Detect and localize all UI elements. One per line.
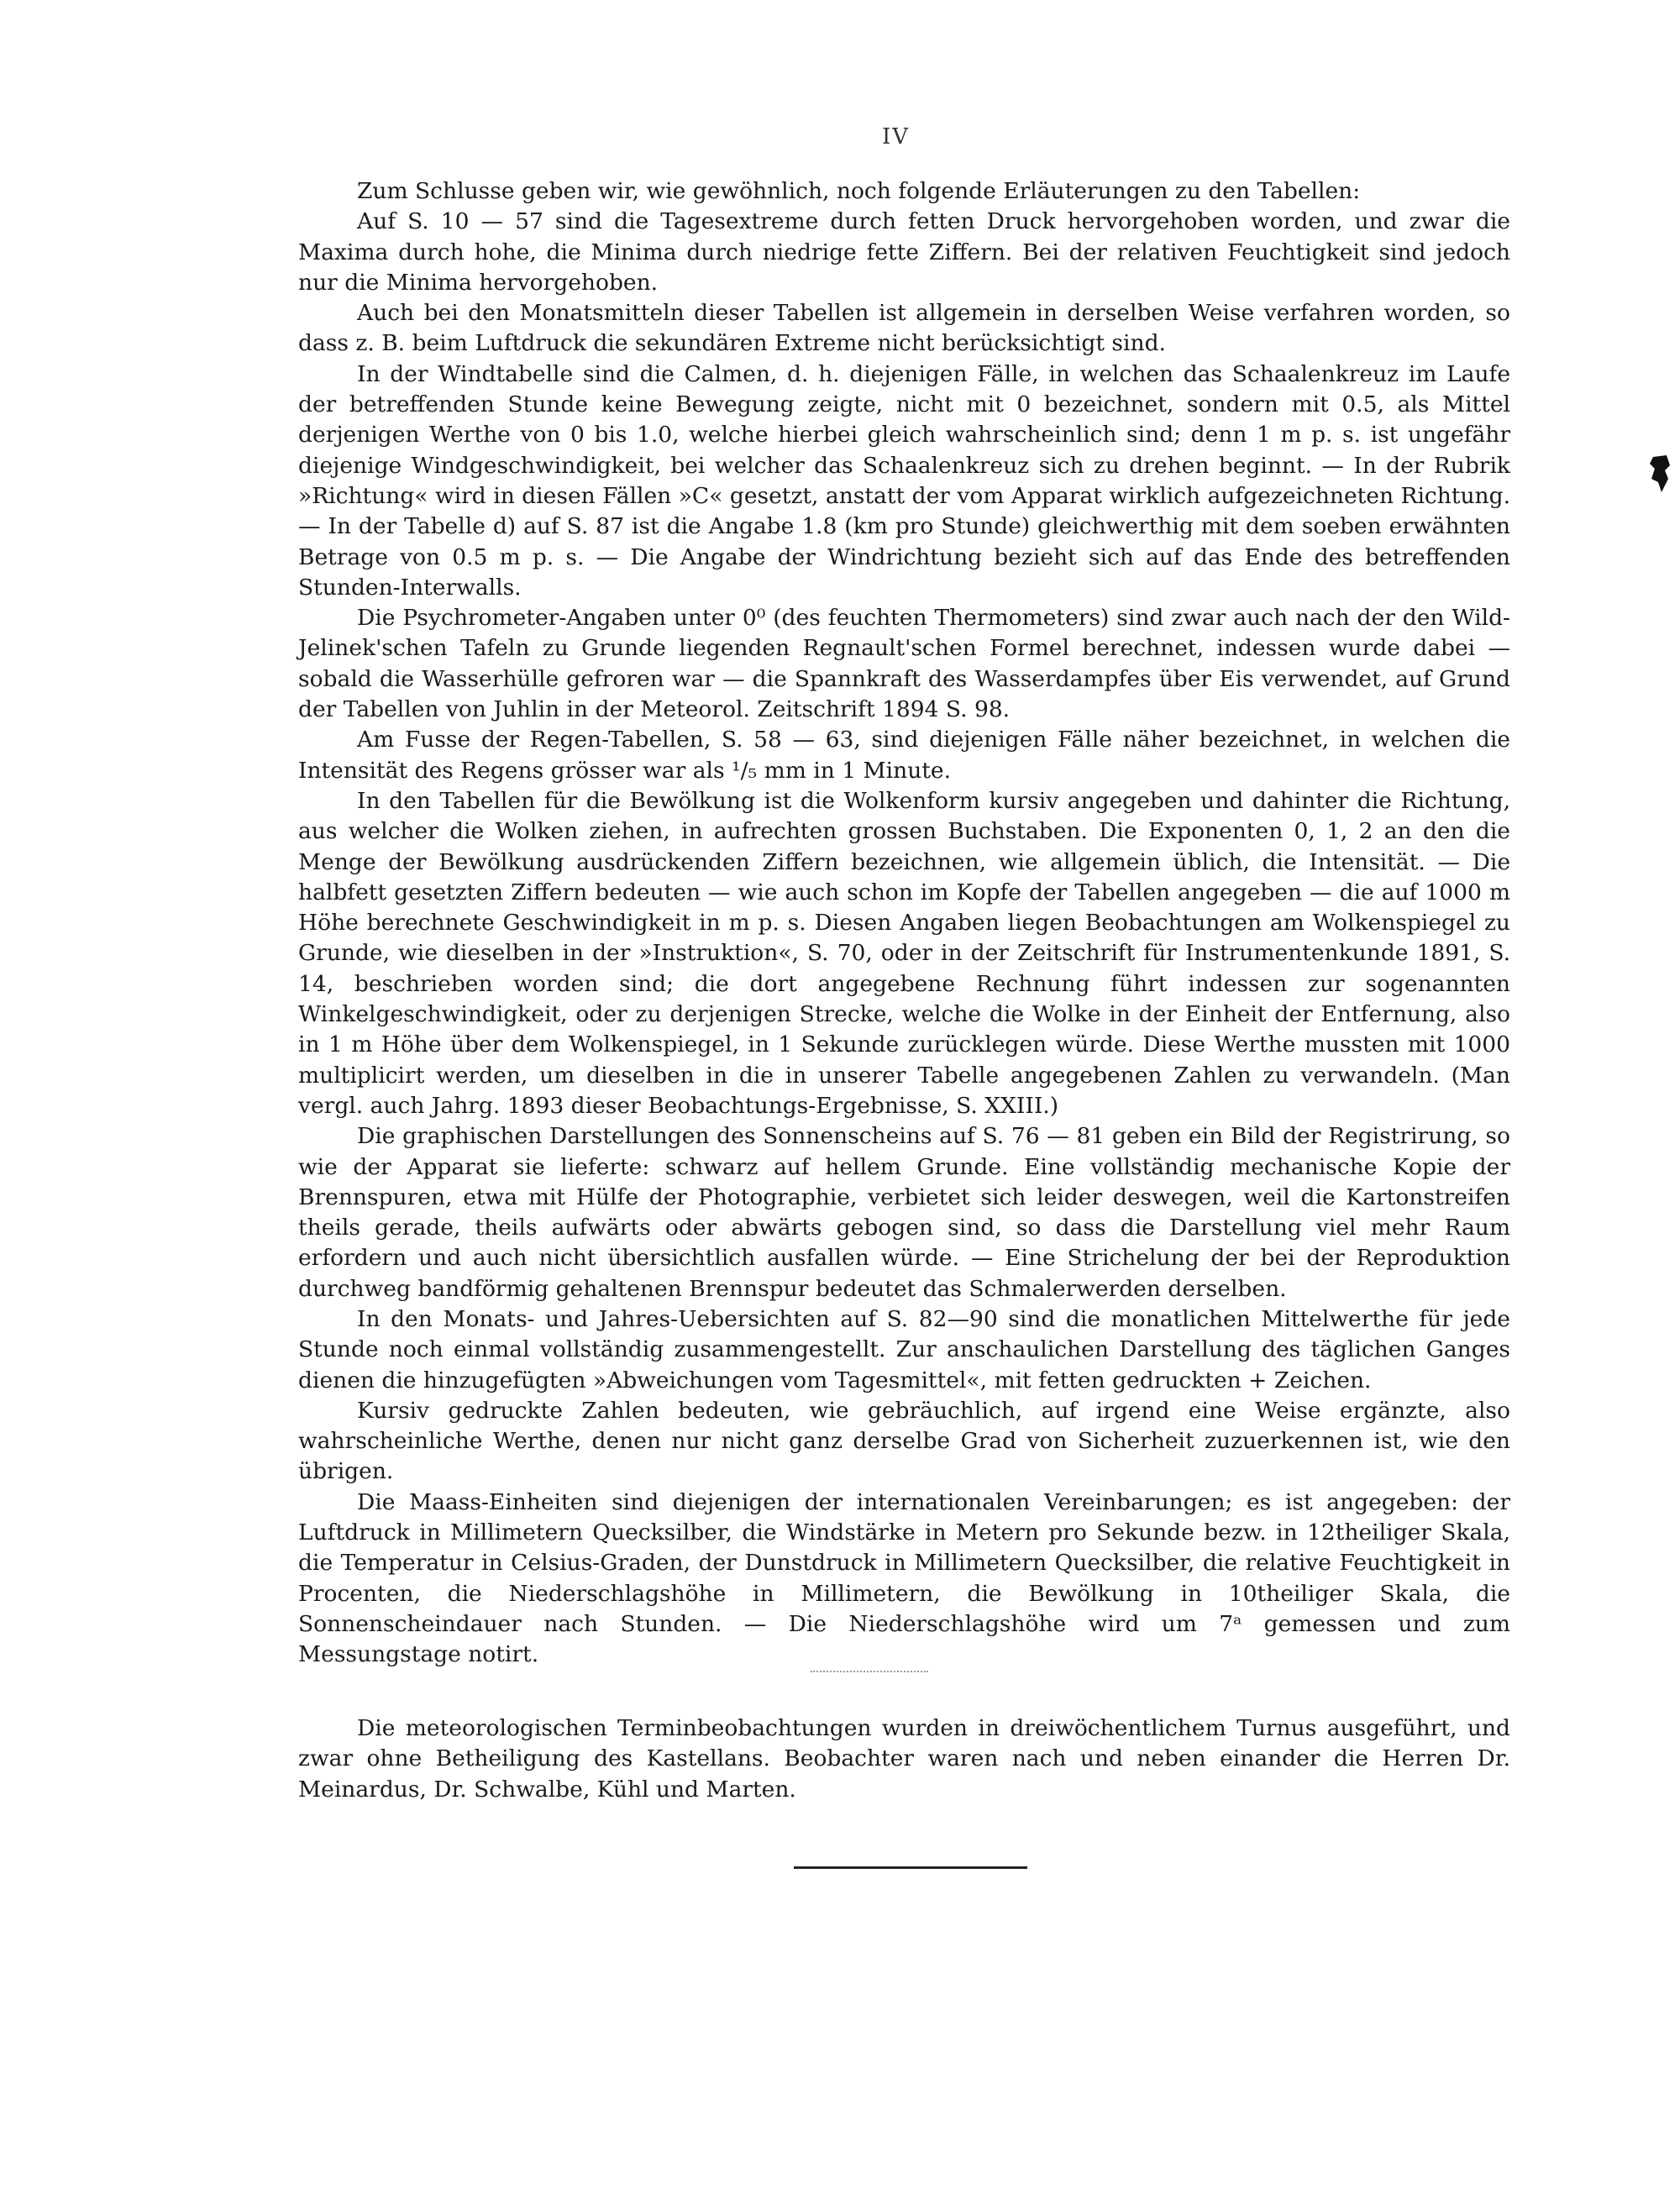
paragraph-rain-tables: Am Fusse der Regen-Tabellen, S. 58 — 63, sind diejenigen Fälle näher bezeichnet, in welchen die Intensität des Regens grösser war als ¹/₅ mm in 1 Minute. bbox=[298, 727, 1510, 784]
paragraph-overviews: In den Monats- und Jahres-Uebersichten auf S. 82—90 sind die monatlichen Mittelwerthe für jede Stunde noch einmal vollständig zusammengestellt. Zur anschaulichen Darstellung des täglichen Ganges dienen die hinzugefügten »Abweichungen vom Tagesmittel«, mit fetten gedruckten + Zeichen. bbox=[298, 1305, 1510, 1393]
paragraph-italic-numbers: Kursiv gedruckte Zahlen bedeuten, wie gebräuchlich, auf irgend eine Weise ergänzte, also wahrscheinliche Werthe, denen nur nicht ganz derselbe Grad von Sicherheit zuzuerkennen ist, wie den übrigen. bbox=[298, 1397, 1510, 1485]
paragraph-sunshine: Die graphischen Darstellungen des Sonnenscheins auf S. 76 — 81 geben ein Bild der Registrirung, so wie der Apparat sie lieferte: schwarz auf hellem Grunde. Eine vollständig mechanische Kopie der Brennspuren, etwa mit Hülfe der Photographie, verbietet sich leider deswegen, weil die Kartonstreifen theils gerade, theils aufwärts oder abwärts gebogen sind, so dass die Darstellung viel mehr Raum erfordern und auch nicht übersichtlich ausfallen würde. — Eine Strichelung der bei der Reproduktion durchweg bandförmig gehaltenen Brennspur bedeutet das Schmalerwerden derselben. bbox=[298, 1123, 1510, 1302]
intro-paragraph: Zum Schlusse geben wir, wie gewöhnlich, noch folgende Erläuterungen zu den Tabellen: bbox=[357, 178, 1361, 204]
section-divider bbox=[811, 1671, 928, 1672]
paragraph-wind-table: In der Windtabelle sind die Calmen, d. h. diejenigen Fälle, in welchen das Schaalenkreuz im Laufe der betreffenden Stunde keine Bewegung zeigte, nicht mit 0 bezeichnet, sondern mit 0.5, als Mittel derjenigen Werthe von 0 bis 1.0, welche hierbei gleich wahrscheinlich sind; denn 1 m p. s. ist ungefähr diejenige Windgeschwindigkeit, bei welcher das Schaalenkreuz sich zu drehen beginnt. — In der Rubrik »Richtung« wird in diesen Fällen »C« gesetzt, anstatt der vom Apparat wirklich aufgezeichneten Richtung. — In der Tabelle d) auf S. 87 ist die Angabe 1.8 (km pro Stunde) gleichwerthig mit dem soeben erwähnten Betrage von 0.5 m p. s. — Die Angabe der Windrichtung bezieht sich auf das Ende des betreffenden Stunden-Interwalls. bbox=[298, 360, 1510, 601]
paragraph-extremes: Auf S. 10 — 57 sind die Tagesextreme durch fetten Druck hervorgehoben worden, und zwar die Maxima durch hohe, die Minima durch niedrige fette Ziffern. Bei der relativen Feuchtigkeit sind jedoch nur die Minima hervorgehoben. bbox=[298, 208, 1510, 296]
paragraph-psychrometer: Die Psychrometer-Angaben unter 0⁰ (des feuchten Thermometers) sind zwar auch nach der den Wild-Jelinek'schen Tafeln zu Grunde liegenden Regnault'schen Formel berechnet, indessen wurde dabei — sobald die Wasserhülle gefroren war — die Spannkraft des Wasserdampfes über Eis verwendet, auf Grund der Tabellen von Juhlin in der Meteorol. Zeitschrift 1894 S. 98. bbox=[298, 605, 1510, 723]
margin-ink-mark bbox=[1648, 454, 1672, 494]
observers-paragraph: Die meteorologischen Terminbeobachtungen wurden in dreiwöchentlichem Turnus ausgeführt, und zwar ohne Betheiligung des Kastellans. Beobachter waren nach und neben einander die Herren Dr. Meinardus, Dr. Schwalbe, Kühl und Marten. bbox=[298, 1715, 1510, 1803]
explanations-section bbox=[298, 176, 1510, 1671]
paragraph-units: Die Maass-Einheiten sind diejenigen der internationalen Vereinbarungen; es ist angegeben: der Luftdruck in Millimetern Quecksilber, die Windstärke in Metern pro Sekunde bezw. in 12theiliger Skala, die Temperatur in Celsius-Graden, der Dunstdruck in Millimetern Quecksilber, die relative Feuchtigkeit in Procenten, die Niederschlagshöhe in Millimetern, die Bewölkung in 10theiliger Skala, die Sonnenscheindauer nach Stunden. — Die Niederschlagshöhe wird um 7ᵃ gemessen und zum Messungstage notirt. bbox=[298, 1488, 1510, 1668]
paragraph-cloudiness: In den Tabellen für die Bewölkung ist die Wolkenform kursiv angegeben und dahinter die Richtung, aus welcher die Wolken ziehen, in aufrechten grossen Buchstaben. Die Exponenten 0, 1, 2 an den die Menge der Bewölkung ausdrückenden Ziffern bezeichnen, wie allgemein üblich, die Intensität. — Die halbfett gesetzten Ziffern bedeuten — wie auch schon im Kopfe der Tabellen angegeben — die auf 1000 m Höhe berechnete Geschwindigkeit in m p. s. Diesen Angaben liegen Beobachtungen am Wolkenspiegel zu Grunde, wie dieselben in der »Instruktion«, S. 70, oder in der Zeitschrift für Instrumentenkunde 1891, S. 14, beschrieben worden sind; die dort angegebene Rechnung führt indessen zur sogenannten Winkelgeschwindigkeit, oder zu derjenigen Strecke, welche die Wolke in der Einheit der Entfernung, also in 1 m Höhe über dem Wolkenspiegel, in 1 Sekunde zurücklegen würde. Diese Werthe mussten mit 1000 multiplicirt werden, um dieselben in die in unserer Tabelle angegebenen Zahlen zu verwandeln. (Man vergl. auch Jahrg. 1893 dieser Beobachtungs-Ergebnisse, S. XXIII.) bbox=[298, 787, 1510, 1119]
paragraph-monthly-means: Auch bei den Monatsmitteln dieser Tabellen ist allgemein in derselben Weise verfahren worden, so dass z. B. beim Luftdruck die sekundären Extreme nicht berücksichtigt sind. bbox=[298, 300, 1510, 357]
end-rule bbox=[794, 1866, 1027, 1869]
page-number: IV bbox=[882, 124, 911, 150]
observers-section bbox=[298, 1714, 1510, 1805]
